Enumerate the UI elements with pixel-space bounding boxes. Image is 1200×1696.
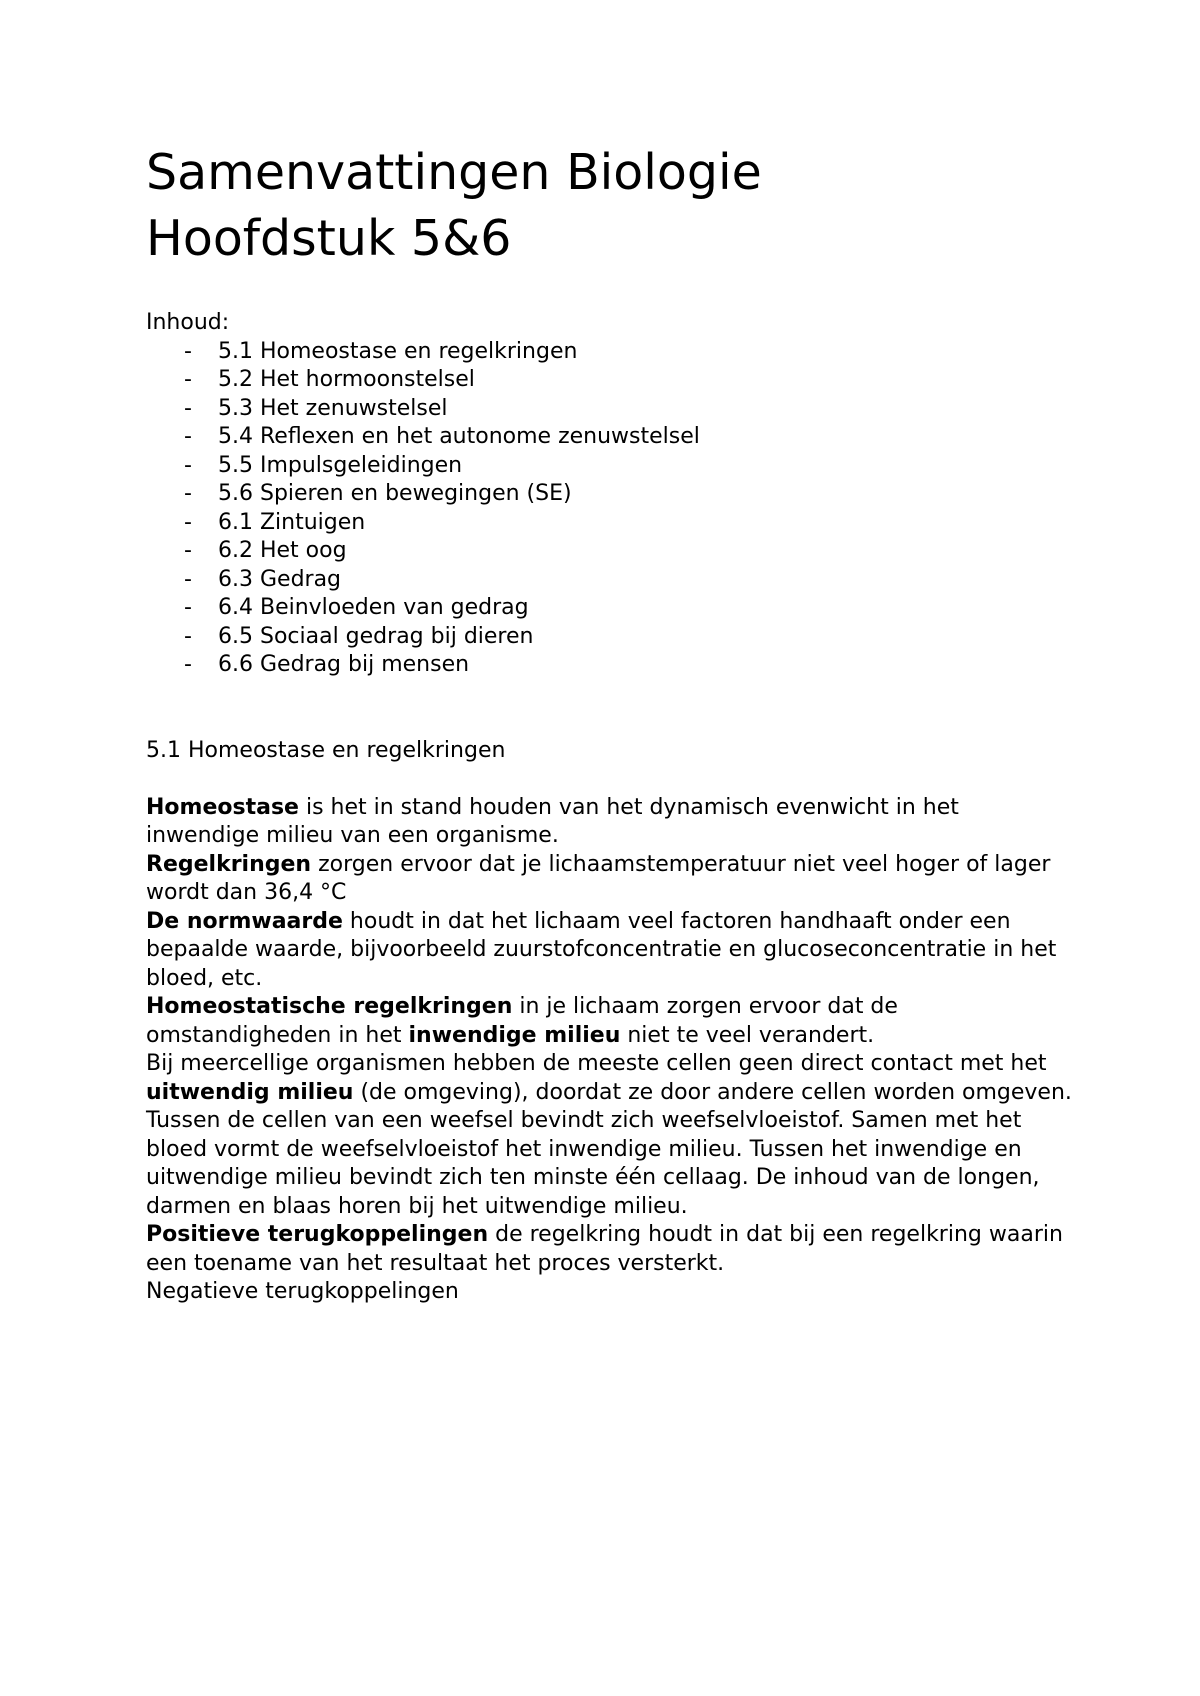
paragraph-negatieve-terugkoppelingen: Negatieve terugkoppelingen — [146, 1279, 459, 1304]
toc-item — [146, 452, 1076, 481]
paragraph-text: zorgen ervoor dat je lichaamstemperatuur niet veel hoger of lager wordt dan 36,4 °C — [146, 851, 1051, 905]
toc-item — [146, 423, 1076, 452]
term-homeostatische-regelkringen: Homeostatische regelkringen — [146, 994, 513, 1019]
toc-dash: - — [184, 538, 192, 563]
toc-item-label: 6.5 Sociaal gedrag bij dieren — [218, 623, 534, 649]
paragraph-positieve-terugkoppelingen — [146, 1221, 1076, 1278]
toc-dash: - — [184, 395, 192, 421]
section-heading: 5.1 Homeostase en regelkringen — [146, 737, 506, 763]
toc-item-label: 6.2 Het oog — [218, 538, 347, 563]
paragraph-text: Bij meercellige organismen hebben de meeste cellen geen direct contact met het — [146, 1051, 1047, 1076]
paragraph-regelkringen — [146, 851, 1076, 908]
toc-item — [146, 338, 1076, 367]
toc-item-label: 6.4 Beinvloeden van gedrag — [218, 595, 529, 620]
toc-dash: - — [184, 509, 192, 535]
toc-dash: - — [184, 338, 192, 364]
table-of-contents — [146, 338, 1076, 680]
toc-label: Inhoud: — [146, 310, 230, 335]
toc-dash: - — [184, 452, 192, 478]
toc-item-label: 5.1 Homeostase en regelkringen — [218, 338, 578, 364]
toc-item-label: 5.4 Reflexen en het autonome zenuwstelsel — [218, 424, 700, 449]
toc-dash: - — [184, 481, 192, 506]
toc-dash: - — [184, 652, 192, 677]
paragraph-text: houdt in dat het lichaam veel factoren handhaaft onder een bepaalde waarde, bijvoorbeeld zuurstofconcentratie en glucoseconcentratie in het bloed, etc. — [146, 908, 1057, 991]
toc-item-label: 5.5 Impulsgeleidingen — [218, 452, 463, 478]
title-line-1: Samenvattingen Biologie — [146, 144, 762, 201]
toc-item-label: 6.3 Gedrag — [218, 566, 342, 592]
term-homeostase: Homeostase — [146, 794, 299, 820]
toc-item — [146, 537, 1076, 566]
toc-item — [146, 366, 1076, 395]
paragraph-homeostase — [146, 794, 1076, 851]
toc-item-label: 5.6 Spieren en bewegingen (SE) — [218, 481, 572, 506]
term-normwaarde: De normwaarde — [146, 908, 343, 934]
paragraph-text: (de omgeving), doordat ze door andere cellen worden omgeven. Tussen de cellen van een weefsel bevindt zich weefselvloeistof. Samen met het bloed vormt de weefselvloeistof het inwendige milieu. Tussen het inwendige en uitwendige milieu bevindt zich ten minste één cellaag. De inhoud van de longen, darmen en blaas horen bij het uitwendige milieu. — [146, 1079, 1072, 1219]
document-title — [146, 140, 1076, 272]
toc-dash: - — [184, 566, 192, 592]
toc-item — [146, 594, 1076, 623]
term-inwendige-milieu: inwendige milieu — [408, 1022, 621, 1048]
title-line-2: Hoofdstuk 5&6 — [146, 210, 512, 267]
toc-item-label: 6.6 Gedrag bij mensen — [218, 652, 470, 677]
paragraph-text: de regelkring houdt in dat bij een regelkring waarin een toename van het resultaat het proces versterkt. — [146, 1222, 1063, 1276]
toc-item — [146, 395, 1076, 424]
toc-item — [146, 623, 1076, 652]
toc-item — [146, 651, 1076, 680]
toc-dash: - — [184, 367, 192, 392]
section-content — [146, 794, 1076, 1307]
toc-item-label: 5.2 Het hormoonstelsel — [218, 367, 475, 392]
toc-item — [146, 566, 1076, 595]
paragraph-text: niet te veel verandert. — [620, 1022, 875, 1048]
toc-dash: - — [184, 424, 192, 449]
term-regelkringen: Regelkringen — [146, 851, 312, 877]
paragraph-text: in je lichaam zorgen ervoor dat de omstandigheden in het — [146, 994, 898, 1048]
toc-item-label: 6.1 Zintuigen — [218, 509, 366, 535]
term-positieve-terugkoppelingen: Positieve terugkoppelingen — [146, 1222, 489, 1247]
toc-item — [146, 480, 1076, 509]
toc-dash: - — [184, 595, 192, 620]
paragraph-text: is het in stand houden van het dynamisch evenwicht in het inwendige milieu van een organisme. — [146, 794, 959, 848]
paragraph-normwaarde — [146, 908, 1076, 994]
toc-item-label: 5.3 Het zenuwstelsel — [218, 395, 448, 421]
paragraph-homeostatische-regelkringen — [146, 993, 1076, 1050]
term-uitwendig-milieu: uitwendig milieu — [146, 1079, 354, 1105]
toc-dash: - — [184, 623, 192, 649]
toc-item — [146, 509, 1076, 538]
paragraph-meercellige-organismen — [146, 1050, 1076, 1221]
document-page — [146, 140, 1076, 1307]
